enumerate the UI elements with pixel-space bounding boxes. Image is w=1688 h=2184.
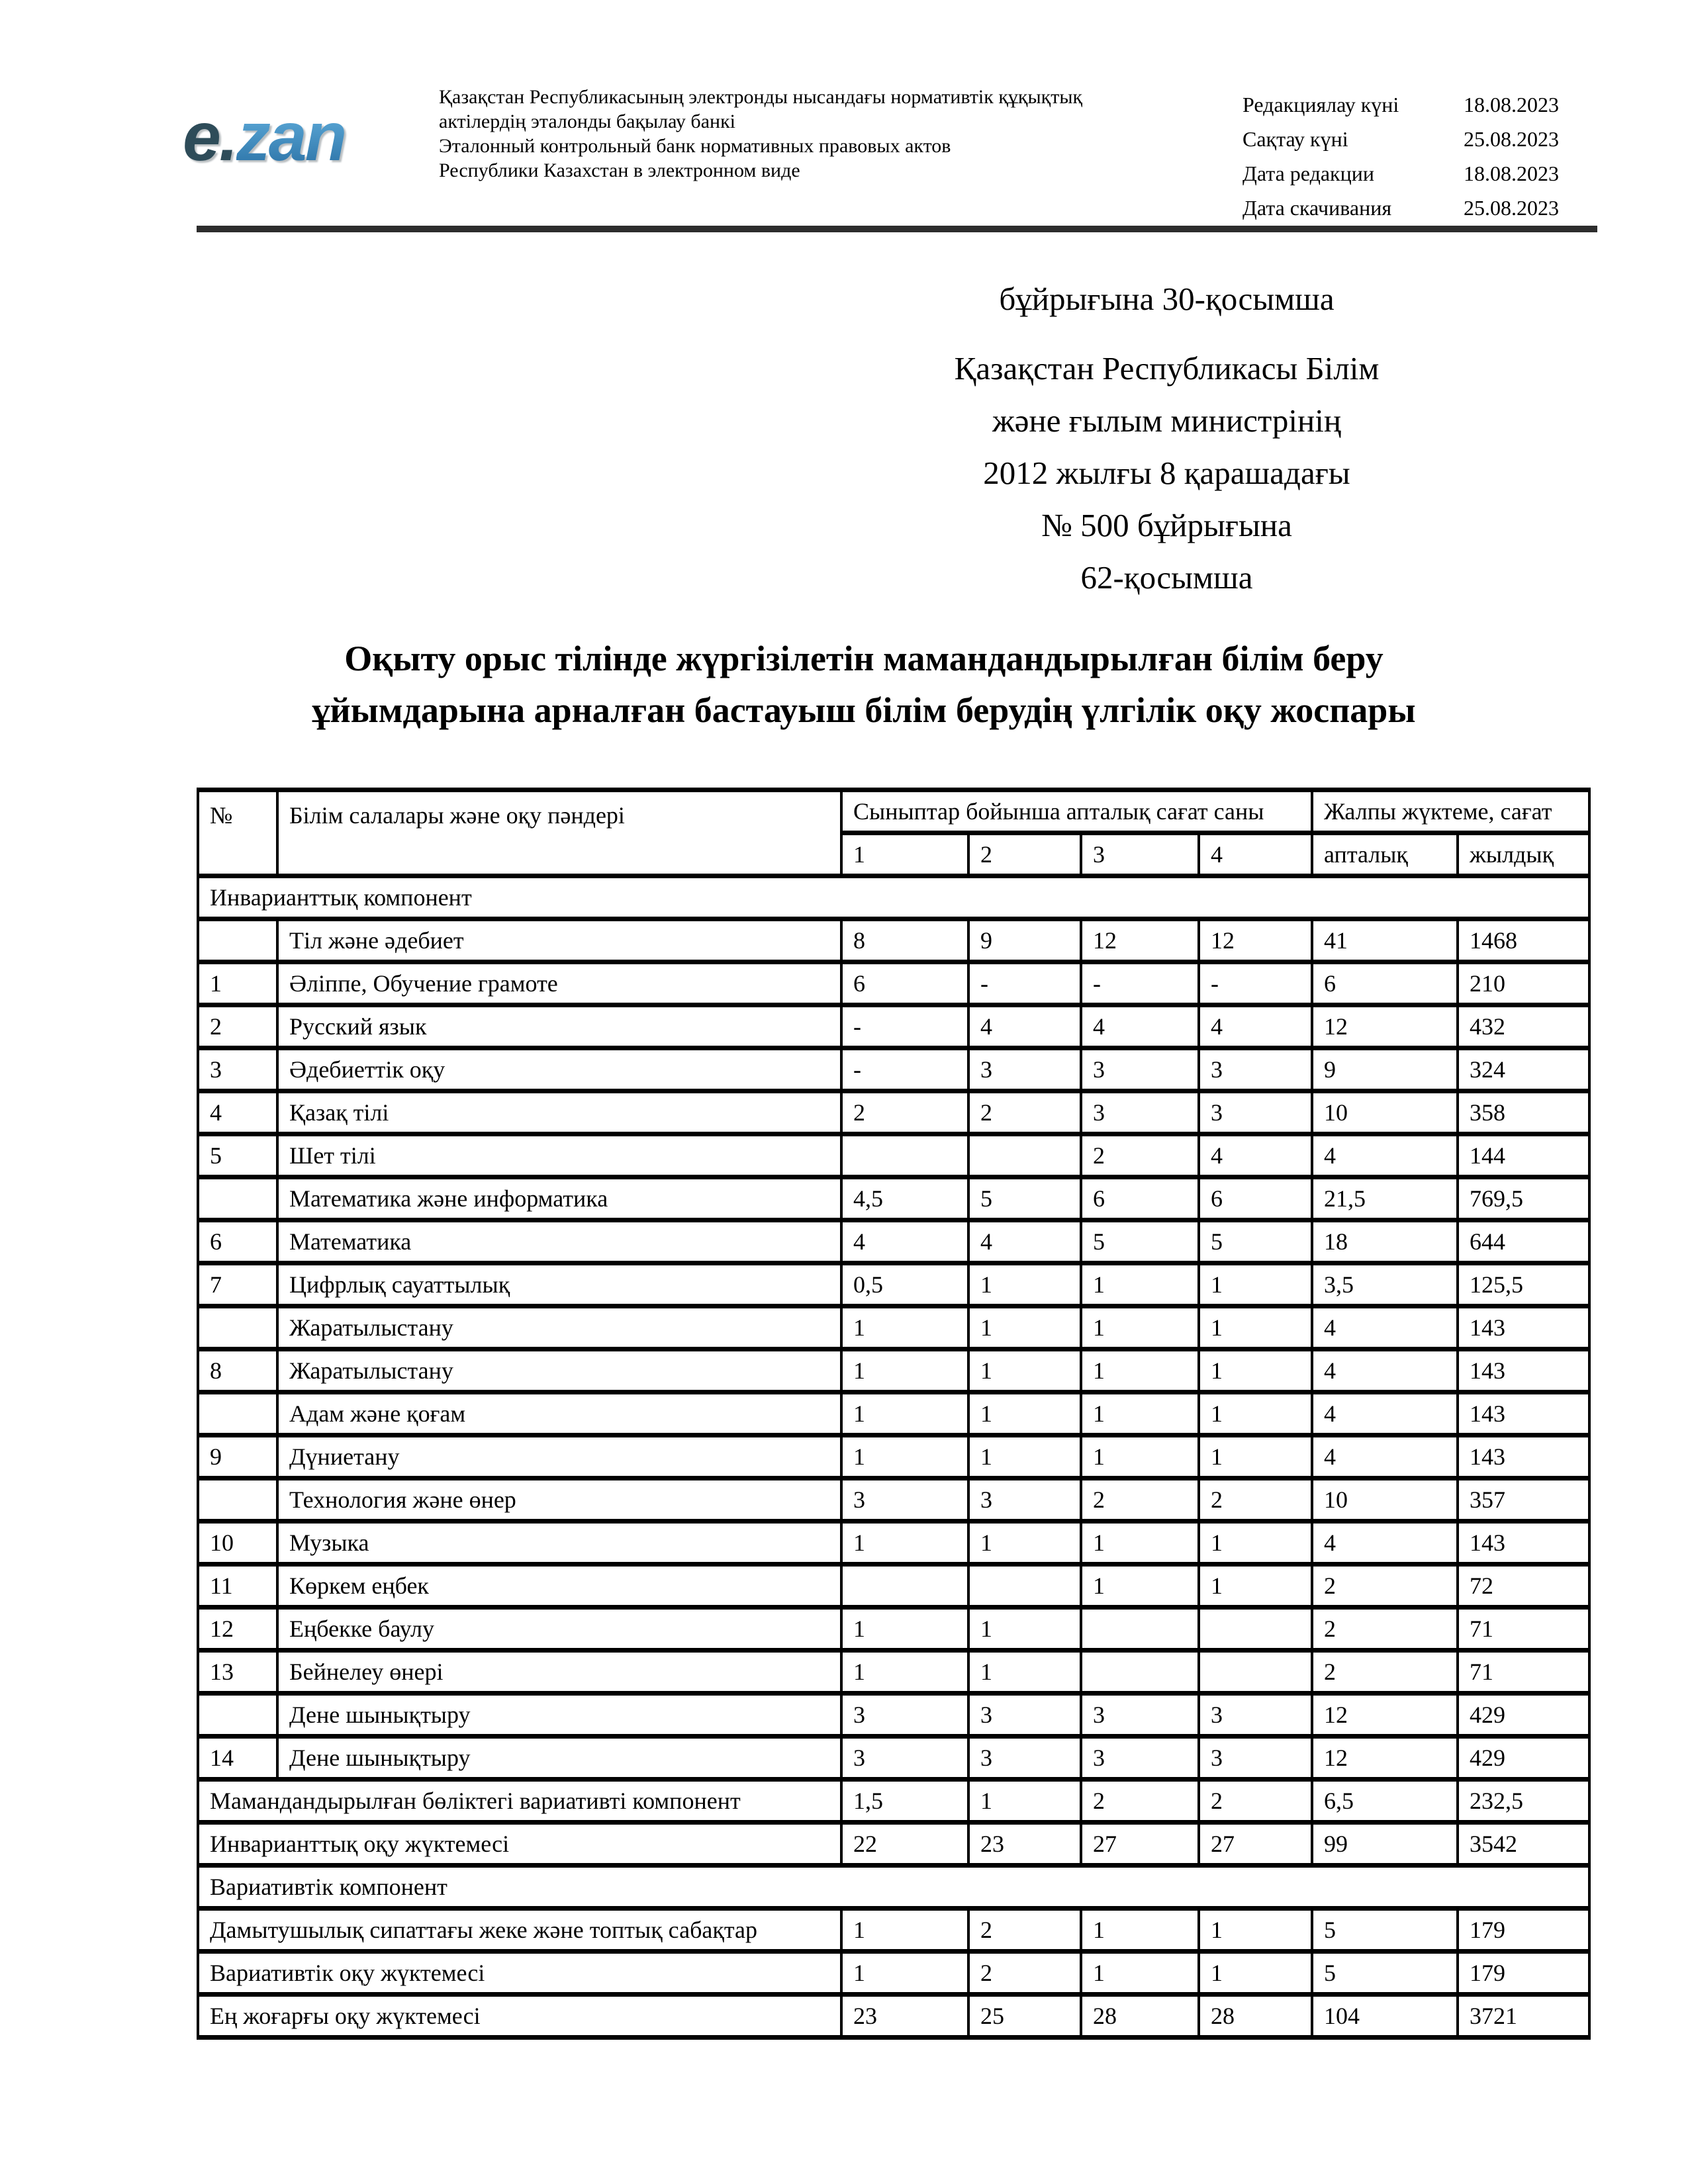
table-row: [198, 1263, 1589, 1306]
value-cell: 644: [1458, 1220, 1589, 1263]
table-row: [198, 1177, 1589, 1220]
appendix-line: бұйрығына 30-қосымша: [999, 281, 1335, 317]
col-header-weekly-group: Сыныптар бойынша апталық сағат саны: [841, 790, 1312, 833]
value-cell: 6: [1312, 962, 1458, 1005]
subject-cell: Дүниетану: [277, 1435, 841, 1479]
value-cell: [1081, 1651, 1199, 1694]
value-cell: 1: [1199, 1349, 1312, 1392]
value-cell: -: [1199, 962, 1312, 1005]
section-row: [198, 1866, 1589, 1909]
table-row: [198, 1392, 1589, 1435]
value-cell: 143: [1458, 1522, 1589, 1565]
value-cell: 2: [1199, 1479, 1312, 1522]
value-cell: 432: [1458, 1005, 1589, 1048]
row-number-cell: 2: [198, 1005, 277, 1048]
value-cell: 4: [1199, 1134, 1312, 1177]
header-divider: [197, 226, 1597, 232]
subject-cell: Ең жоғарғы оқу жүктемесі: [198, 1995, 841, 2038]
value-cell: 1: [968, 1435, 1081, 1479]
value-cell: 3: [968, 1737, 1081, 1780]
date-row: [1243, 161, 1559, 196]
value-cell: 143: [1458, 1392, 1589, 1435]
value-cell: 2: [841, 1091, 968, 1134]
value-cell: 4: [841, 1220, 968, 1263]
appendix-line: және ғылым министрінің: [992, 402, 1342, 439]
value-cell: 71: [1458, 1608, 1589, 1651]
subject-cell: Цифрлық сауаттылық: [277, 1263, 841, 1306]
appendix-line: № 500 бұйрығына: [1041, 507, 1292, 543]
value-cell: 6: [1081, 1177, 1199, 1220]
subject-cell: Вариативтік оқу жүктемесі: [198, 1952, 841, 1995]
subject-cell: Жаратылыстану: [277, 1306, 841, 1349]
appendix-line: 2012 жылғы 8 қарашадағы: [983, 455, 1350, 491]
document-dates: [1243, 93, 1559, 230]
value-cell: 143: [1458, 1435, 1589, 1479]
value-cell: 3: [1199, 1694, 1312, 1737]
logo-prefix: e.: [183, 99, 236, 175]
row-number-cell: 1: [198, 962, 277, 1005]
value-cell: 4: [968, 1220, 1081, 1263]
table-row: [198, 1823, 1589, 1866]
value-cell: 9: [968, 919, 1081, 962]
value-cell: 4,5: [841, 1177, 968, 1220]
col-header-subjects: Білім салалары және оқу пәндері: [277, 790, 841, 876]
value-cell: 1: [1199, 1392, 1312, 1435]
value-cell: 1,5: [841, 1780, 968, 1823]
value-cell: 1468: [1458, 919, 1589, 962]
value-cell: 99: [1312, 1823, 1458, 1866]
description-line: актілердің эталонды бақылау банкі: [439, 111, 735, 132]
value-cell: 2: [968, 1909, 1081, 1952]
table-row: [198, 1306, 1589, 1349]
value-cell: 143: [1458, 1306, 1589, 1349]
value-cell: 2: [1081, 1479, 1199, 1522]
value-cell: 4: [1312, 1306, 1458, 1349]
row-number-cell: 4: [198, 1091, 277, 1134]
value-cell: 2: [1312, 1608, 1458, 1651]
document-title: [165, 633, 1562, 736]
date-value: 25.08.2023: [1464, 196, 1559, 220]
subject-cell: Мамандандырылған бөліктегі вариативті компонент: [198, 1780, 841, 1823]
value-cell: 4: [1312, 1392, 1458, 1435]
row-number-cell: [198, 1177, 277, 1220]
row-number-cell: [198, 1479, 277, 1522]
value-cell: 210: [1458, 962, 1589, 1005]
value-cell: 143: [1458, 1349, 1589, 1392]
value-cell: [1199, 1608, 1312, 1651]
col-header-weekly: апталық: [1312, 833, 1458, 876]
value-cell: 1: [1081, 1522, 1199, 1565]
section-row: [198, 876, 1589, 919]
value-cell: [968, 1134, 1081, 1177]
row-number-cell: [198, 919, 277, 962]
value-cell: 25: [968, 1995, 1081, 2038]
subject-cell: Әдебиеттік оқу: [277, 1048, 841, 1091]
date-label: Сақтау күні: [1243, 127, 1348, 151]
subject-cell: Қазақ тілі: [277, 1091, 841, 1134]
row-number-cell: 11: [198, 1565, 277, 1608]
value-cell: 6: [841, 962, 968, 1005]
value-cell: [1199, 1651, 1312, 1694]
table-row: [198, 1479, 1589, 1522]
value-cell: 41: [1312, 919, 1458, 962]
date-value: 18.08.2023: [1464, 161, 1559, 185]
value-cell: 324: [1458, 1048, 1589, 1091]
row-number-cell: 10: [198, 1522, 277, 1565]
value-cell: 71: [1458, 1651, 1589, 1694]
table-row: [198, 1048, 1589, 1091]
section-label-cell: Вариативтік компонент: [198, 1866, 1589, 1909]
value-cell: 27: [1199, 1823, 1312, 1866]
value-cell: 1: [1199, 1435, 1312, 1479]
value-cell: 1: [968, 1349, 1081, 1392]
value-cell: 5: [1081, 1220, 1199, 1263]
value-cell: 5: [968, 1177, 1081, 1220]
row-number-cell: 13: [198, 1651, 277, 1694]
value-cell: 3: [841, 1479, 968, 1522]
table-row: [198, 1005, 1589, 1048]
table-row: [198, 919, 1589, 962]
table-row: [198, 1694, 1589, 1737]
value-cell: 2: [968, 1091, 1081, 1134]
subject-cell: Математика және информатика: [277, 1177, 841, 1220]
value-cell: 2: [1312, 1565, 1458, 1608]
value-cell: 10: [1312, 1091, 1458, 1134]
value-cell: 144: [1458, 1134, 1589, 1177]
date-value: 18.08.2023: [1464, 93, 1559, 116]
value-cell: 3: [841, 1694, 968, 1737]
row-number-cell: 6: [198, 1220, 277, 1263]
value-cell: 1: [841, 1608, 968, 1651]
row-number-cell: 12: [198, 1608, 277, 1651]
table-row: [198, 1952, 1589, 1995]
value-cell: 1: [1199, 1909, 1312, 1952]
value-cell: 232,5: [1458, 1780, 1589, 1823]
value-cell: 1: [1199, 1565, 1312, 1608]
row-number-cell: [198, 1306, 277, 1349]
value-cell: 1: [1081, 1392, 1199, 1435]
row-number-cell: [198, 1392, 277, 1435]
value-cell: 357: [1458, 1479, 1589, 1522]
col-header-num: №: [198, 790, 277, 876]
value-cell: 3542: [1458, 1823, 1589, 1866]
table-row: [198, 1780, 1589, 1823]
value-cell: 9: [1312, 1048, 1458, 1091]
value-cell: 1: [968, 1780, 1081, 1823]
value-cell: 3: [968, 1048, 1081, 1091]
col-header-grade-4: 4: [1199, 833, 1312, 876]
row-number-cell: 9: [198, 1435, 277, 1479]
table-row: [198, 1435, 1589, 1479]
value-cell: 8: [841, 919, 968, 962]
value-cell: 1: [841, 1909, 968, 1952]
row-number-cell: [198, 1694, 277, 1737]
value-cell: 3: [1199, 1091, 1312, 1134]
value-cell: -: [841, 1048, 968, 1091]
appendix-line: Қазақстан Республикасы Білім: [954, 350, 1380, 387]
value-cell: 4: [1312, 1522, 1458, 1565]
value-cell: 1: [841, 1651, 968, 1694]
value-cell: 769,5: [1458, 1177, 1589, 1220]
curriculum-table: [197, 788, 1591, 2040]
value-cell: 3: [1199, 1048, 1312, 1091]
value-cell: 0,5: [841, 1263, 968, 1306]
description-line: Республики Казахстан в электронном виде: [439, 159, 800, 181]
description-line: Эталонный контрольный банк нормативных правовых актов: [439, 135, 951, 157]
subject-cell: Дене шынықтыру: [277, 1737, 841, 1780]
subject-cell: Технология және өнер: [277, 1479, 841, 1522]
col-header-total-group: Жалпы жүктеме, сағат: [1312, 790, 1589, 833]
value-cell: 3: [841, 1737, 968, 1780]
value-cell: 1: [1199, 1952, 1312, 1995]
value-cell: 18: [1312, 1220, 1458, 1263]
value-cell: 125,5: [1458, 1263, 1589, 1306]
date-row: [1243, 127, 1559, 161]
value-cell: 4: [968, 1005, 1081, 1048]
date-label: Редакциялау күні: [1243, 93, 1399, 116]
value-cell: 1: [1081, 1909, 1199, 1952]
subject-cell: Музыка: [277, 1522, 841, 1565]
value-cell: 3721: [1458, 1995, 1589, 2038]
bank-description: [439, 85, 1220, 183]
value-cell: 12: [1199, 919, 1312, 962]
value-cell: 4: [1199, 1005, 1312, 1048]
row-number-cell: 3: [198, 1048, 277, 1091]
row-number-cell: 5: [198, 1134, 277, 1177]
value-cell: 1: [841, 1392, 968, 1435]
col-header-grade-3: 3: [1081, 833, 1199, 876]
subject-cell: Математика: [277, 1220, 841, 1263]
table-row: [198, 1909, 1589, 1952]
value-cell: 5: [1312, 1952, 1458, 1995]
col-header-yearly: жылдық: [1458, 833, 1589, 876]
subject-cell: Көркем еңбек: [277, 1565, 841, 1608]
value-cell: 1: [968, 1608, 1081, 1651]
value-cell: 5: [1199, 1220, 1312, 1263]
value-cell: 23: [968, 1823, 1081, 1866]
table-row: [198, 1522, 1589, 1565]
value-cell: 10: [1312, 1479, 1458, 1522]
value-cell: 4: [1312, 1349, 1458, 1392]
value-cell: 12: [1081, 919, 1199, 962]
value-cell: [841, 1565, 968, 1608]
value-cell: 1: [1081, 1306, 1199, 1349]
value-cell: 4: [1081, 1005, 1199, 1048]
value-cell: 3: [968, 1694, 1081, 1737]
value-cell: 1: [841, 1349, 968, 1392]
value-cell: 3,5: [1312, 1263, 1458, 1306]
table-header-row-1: [198, 790, 1589, 833]
date-label: Дата редакции: [1243, 161, 1374, 185]
value-cell: 23: [841, 1995, 968, 2038]
value-cell: 28: [1199, 1995, 1312, 2038]
value-cell: 1: [968, 1392, 1081, 1435]
table-row: [198, 1651, 1589, 1694]
table-row: [198, 1565, 1589, 1608]
subject-cell: Инварианттық оқу жүктемесі: [198, 1823, 841, 1866]
subject-cell: Дене шынықтыру: [277, 1694, 841, 1737]
value-cell: 28: [1081, 1995, 1199, 2038]
value-cell: 2: [968, 1952, 1081, 1995]
value-cell: 27: [1081, 1823, 1199, 1866]
value-cell: 12: [1312, 1005, 1458, 1048]
value-cell: 1: [1081, 1565, 1199, 1608]
value-cell: 72: [1458, 1565, 1589, 1608]
subject-cell: Еңбекке баулу: [277, 1608, 841, 1651]
value-cell: 3: [1081, 1737, 1199, 1780]
section-label-cell: Инварианттық компонент: [198, 876, 1589, 919]
value-cell: 1: [1199, 1263, 1312, 1306]
value-cell: 21,5: [1312, 1177, 1458, 1220]
value-cell: 3: [1081, 1048, 1199, 1091]
date-row: [1243, 93, 1559, 127]
value-cell: 104: [1312, 1995, 1458, 2038]
value-cell: 1: [968, 1651, 1081, 1694]
date-value: 25.08.2023: [1464, 127, 1559, 151]
value-cell: 22: [841, 1823, 968, 1866]
value-cell: 2: [1312, 1651, 1458, 1694]
value-cell: 12: [1312, 1737, 1458, 1780]
value-cell: 1: [1081, 1349, 1199, 1392]
table-row: [198, 1091, 1589, 1134]
value-cell: 1: [1081, 1263, 1199, 1306]
table-row: [198, 1220, 1589, 1263]
subject-cell: Бейнелеу өнері: [277, 1651, 841, 1694]
value-cell: 1: [968, 1306, 1081, 1349]
subject-cell: Тіл және әдебиет: [277, 919, 841, 962]
table-row: [198, 1608, 1589, 1651]
appendix-block: [761, 273, 1572, 604]
date-label: Дата скачивания: [1243, 196, 1392, 220]
value-cell: 4: [1312, 1435, 1458, 1479]
value-cell: 179: [1458, 1909, 1589, 1952]
appendix-line: 62-қосымша: [1080, 559, 1253, 596]
value-cell: 4: [1312, 1134, 1458, 1177]
table-row: [198, 1995, 1589, 2038]
subject-cell: Шет тілі: [277, 1134, 841, 1177]
value-cell: 429: [1458, 1737, 1589, 1780]
value-cell: [841, 1134, 968, 1177]
value-cell: 6: [1199, 1177, 1312, 1220]
value-cell: 1: [1081, 1952, 1199, 1995]
value-cell: 429: [1458, 1694, 1589, 1737]
value-cell: [1081, 1608, 1199, 1651]
subject-cell: Жаратылыстану: [277, 1349, 841, 1392]
col-header-grade-2: 2: [968, 833, 1081, 876]
value-cell: 3: [1081, 1694, 1199, 1737]
value-cell: 1: [968, 1522, 1081, 1565]
col-header-grade-1: 1: [841, 833, 968, 876]
value-cell: -: [841, 1005, 968, 1048]
ezan-logo: [183, 98, 345, 177]
title-line: Оқыту орыс тілінде жүргізілетін мамандандырылған білім беру: [344, 639, 1383, 678]
value-cell: -: [968, 962, 1081, 1005]
subject-cell: Адам және қоғам: [277, 1392, 841, 1435]
value-cell: 2: [1199, 1780, 1312, 1823]
value-cell: 1: [841, 1522, 968, 1565]
value-cell: 6,5: [1312, 1780, 1458, 1823]
value-cell: 1: [1199, 1306, 1312, 1349]
table-row: [198, 962, 1589, 1005]
value-cell: 3: [968, 1479, 1081, 1522]
value-cell: 12: [1312, 1694, 1458, 1737]
row-number-cell: 7: [198, 1263, 277, 1306]
value-cell: 1: [968, 1263, 1081, 1306]
title-line: ұйымдарына арналған бастауыш білім берудің үлгілік оқу жоспары: [312, 690, 1416, 730]
value-cell: 1: [841, 1306, 968, 1349]
value-cell: 3: [1081, 1091, 1199, 1134]
value-cell: 358: [1458, 1091, 1589, 1134]
value-cell: 1: [841, 1435, 968, 1479]
value-cell: 3: [1199, 1737, 1312, 1780]
subject-cell: Дамытушылық сипаттағы жеке және топтық сабақтар: [198, 1909, 841, 1952]
description-line: Қазақстан Республикасының электронды нысандағы нормативтік құқықтық: [439, 86, 1083, 108]
table-row: [198, 1737, 1589, 1780]
value-cell: 5: [1312, 1909, 1458, 1952]
value-cell: -: [1081, 962, 1199, 1005]
value-cell: 1: [1199, 1522, 1312, 1565]
subject-cell: Әліппе, Обучение грамоте: [277, 962, 841, 1005]
value-cell: 2: [1081, 1780, 1199, 1823]
row-number-cell: 8: [198, 1349, 277, 1392]
subject-cell: Русский язык: [277, 1005, 841, 1048]
value-cell: [968, 1565, 1081, 1608]
row-number-cell: 14: [198, 1737, 277, 1780]
value-cell: 2: [1081, 1134, 1199, 1177]
table-row: [198, 1134, 1589, 1177]
value-cell: 1: [1081, 1435, 1199, 1479]
table-row: [198, 1349, 1589, 1392]
logo-suffix: zan: [236, 99, 346, 175]
value-cell: 1: [841, 1952, 968, 1995]
value-cell: 179: [1458, 1952, 1589, 1995]
